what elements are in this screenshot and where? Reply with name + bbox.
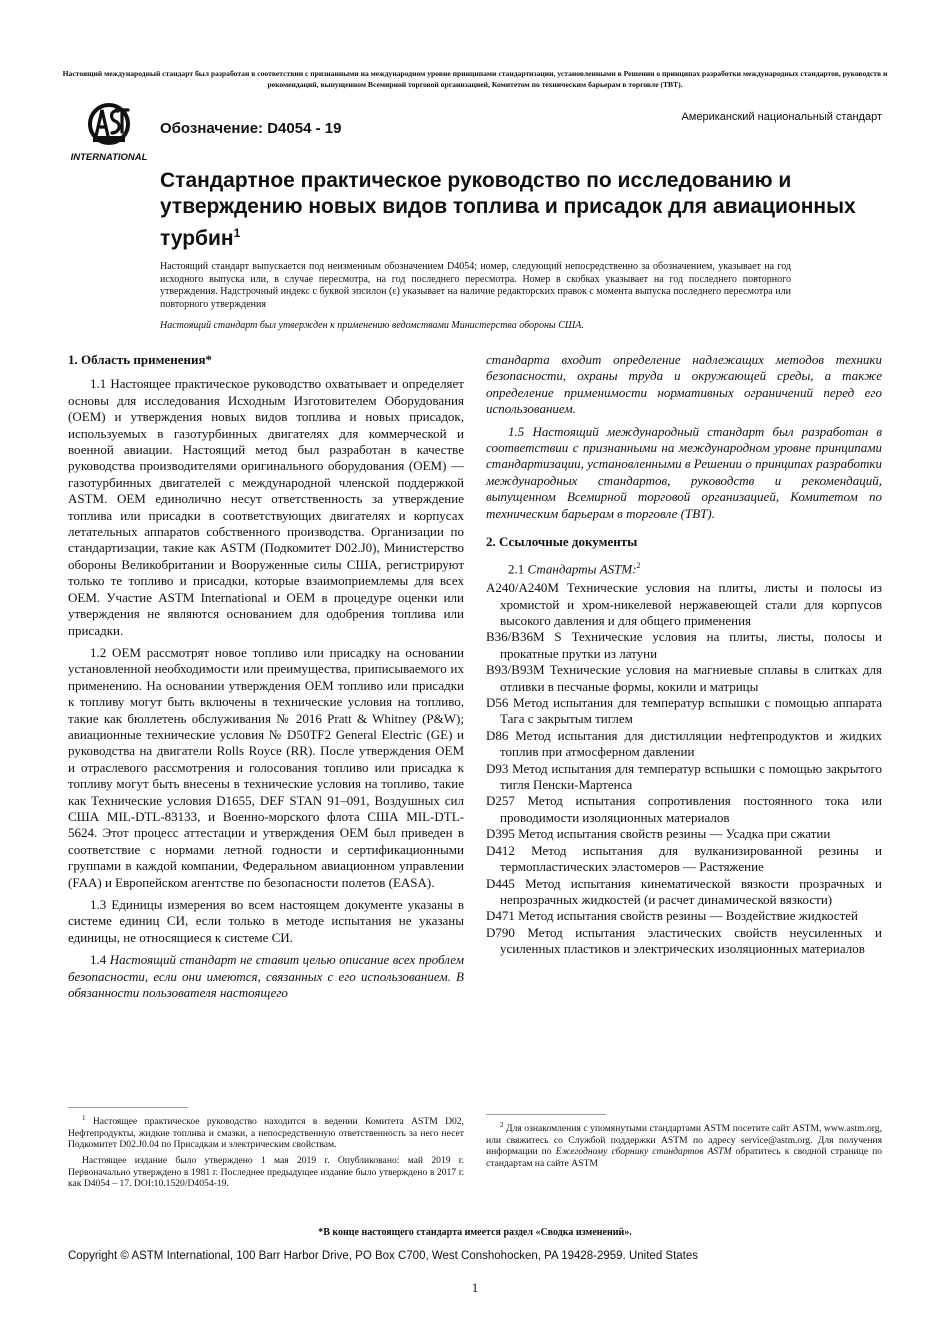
footnote-2-text-end: обратитесь к сводной странице по стандартам на сайте ASTM (486, 1146, 882, 1169)
subsection-number: 2.1 (508, 561, 525, 577)
reference-a240: A240/A240M Технические условия на плиты, листы и полосы из хромистой и хром-никелевой нержавеющей стали для корпусов высокого давления и для общего применения (486, 580, 882, 629)
footnote-2-book-title: Ежегодному сборнику стандартов ASTM (555, 1146, 732, 1158)
paragraph-1-4 (68, 952, 464, 1001)
paragraph-1-4-continued: стандарта входит определение надлежащих методов техники безопасности, охраны труда и окружающей среды, а также определение применимости нормативных ограничений перед его использованием. (486, 352, 882, 417)
international-standard-notice: Настоящий международный стандарт был разработан в соответствии с признанными на международном уровне принципами стандартизации, установленными в Решении о принципах разработки международных стандартов, руководств и рекомендаций, выпущенном Всемирной торговой организацией, Комитетом по техническим барьерам в торговле (ТВТ). (62, 69, 888, 89)
summary-of-changes-note: *В конце настоящего стандарта имеется раздел «Сводка изменений». (318, 1227, 632, 1238)
reference-d790: D790 Метод испытания эластических свойств неусиленных и усиленных пластиков и электрических изоляционных материалов (486, 924, 882, 957)
title-text: Стандартное практическое руководство по исследованию и утверждению новых видов топлива и присадок для авиационных турбин (160, 169, 856, 250)
paragraph-1-3: 1.3 Единицы измерения во всем настоящем документе указаны в системе единиц СИ, если только в методе испытания не указаны единицы, не относящиеся к системе СИ. (68, 897, 464, 945)
approval-note: Настоящий стандарт был утвержден к применению ведомствами Министерства обороны США. (160, 320, 584, 331)
reference-d86: D86 Метод испытания для дистилляции нефтепродуктов и жидких топлив при атмосферном давлении (486, 727, 882, 760)
footnote-2-text: Для ознакомления с упомянутыми стандартами ASTM посетите сайт ASTM, www.astm.org, или свяжитесь со Службой поддержки ASTM по адресу service@astm.org. Для получения информации по (486, 1123, 882, 1158)
footnote-2-ref[interactable]: 2 (636, 561, 641, 571)
footnotes-right (486, 1120, 882, 1174)
subsection-label: Стандарты ASTM: (527, 561, 637, 577)
reference-d395: D395 Метод испытания свойств резины — Усадка при сжатии (486, 826, 831, 842)
footnote-2-mark: 2 (500, 1121, 504, 1129)
copyright-line: Copyright © ASTM International, 100 Barr Harbor Drive, PO Box C700, West Conshohocken, PA 19428-2959. United States (68, 1250, 699, 1262)
left-column (68, 352, 464, 1007)
page-number: 1 (471, 1280, 479, 1295)
reference-b36: B36/B36M S Технические условия на плиты, листы, полосы и прокатные прутки из латуни (486, 629, 882, 661)
footnote-1-mark: 1 (82, 1114, 86, 1122)
section-2-heading: 2. Ссылочные документы (486, 534, 638, 550)
reference-d93: D93 Метод испытания для температур вспышки с помощью закрытого тигля Пенски-Мартенса (486, 760, 882, 793)
astm-logo (66, 102, 152, 166)
footnote-divider-right (486, 1114, 606, 1115)
document-title (160, 168, 860, 252)
standard-designation: Обозначение: D4054 - 19 (160, 120, 342, 137)
paragraph-1-4-text: Настоящий стандарт не ставит целью описание всех проблем безопасности, если они имеются, связанных с его использованием. В обязанности пользователя настоящего (68, 952, 464, 1001)
right-column (486, 352, 882, 958)
reference-b93: B93/B93M Технические условия на магниевые сплавы в слитках для отливки в песчаные формы, кокили и матрицы (486, 662, 882, 694)
reference-d471: D471 Метод испытания свойств резины — Воздействие жидкостей (486, 908, 858, 924)
footnotes-left (68, 1113, 464, 1194)
reference-d257: D257 Метод испытания сопротивления постоянного тока или проводимости изоляционных материалов (486, 793, 882, 825)
paragraph-1-1: 1.1 Настоящее практическое руководство охватывает и определяет основы для исследования Исходным Изготовителем Оборудования (OEM) и утверждения новых видов топлива и новых присадок, используемых в газотурбинных двигателях для коммерческой и военной авиации. Настоящий метод был разработан в качестве руководства производителями оригинального оборудования (OEM) — газотурбинных двигателей с международной членской поддержкой ASTM. OEM единолично несут ответственность за утверждение топлива или присадки в соответствующих двигателях и корпусах летательных аппаратов собственного производства. Организации по стандартизации, такие как ASTM (Подкомитет D02.J0), Министерство обороны Великобритании и Вооруженные силы США, регистрируют только те топливо и присадки, которые взаимоприемлемы для всех OEM. Участие ASTM International и OEM в процедуре оценки или утверждения не являются основанием для одобрения топлива или присадки. (68, 376, 464, 638)
paragraph-1-2: 1.2 OEM рассмотрят новое топливо или присадку на основании установленной необходимости или преимущества, приписываемого их применению. На основании утверждения OEM топливо или присадки к топливу могут быть включены в технические условия на топливо, такие как бюллетень обслуживания № 2016 Pratt & Whitney (P&W); авиационные технические условия № D50TF2 General Electric (GE) и руководства на двигатели Rolls Royce (RR). После утверждения OEM и отраслевого рассмотрения и голосования топливо или присадка к топливу могут быть внесены в технические условия на топливо, такие как Технические условия D1655, DEF STAN 91–091, Воздушных сил США MIL-DTL-83133, и Военно-морского флота США MIL-DTL-5624. Этот процесс аттестации и утверждения OEM был приведен в соответствие с нормами летной годности и сертификационными группами в каждой компании, Федеральном авиационном управлении (FAA) и Европейском агентстве по безопасности полетов (EASA). (68, 644, 464, 890)
national-standard-label: Американский национальный стандарт (681, 111, 882, 123)
logo-wordmark: INTERNATIONAL (70, 152, 148, 163)
paragraph-1-4-number: 1.4 (90, 952, 107, 968)
astm-standards-subheading (508, 558, 882, 578)
reference-d412: D412 Метод испытания для вулканизированной резины и термопластических эластомеров — Растяжение (486, 842, 882, 875)
paragraph-1-5: 1.5 Настоящий международный стандарт был разработан в соответствии с признанными на международном уровне принципами стандартизации, установленными в Решении о принципах разработки международных стандартов, руководств и рекомендаций, выпущенном Всемирной торговой организацией, Комитетом по техническим барьерам в торговле (TBT). (486, 423, 882, 521)
reference-d445: D445 Метод испытания кинематической вязкости прозрачных и непрозрачных жидкостей (и расчет динамической вязкости) (486, 875, 882, 907)
section-1-heading: 1. Область применения* (68, 352, 212, 367)
footnote-1-text: Настоящее практическое руководство находится в ведении Комитета ASTM D02, Нефтепродукты, жидкие топлива и смазки, а непосредственную ответственность за него несет Подкомитет D02.J0.04 по Присадкам и электрическим свойствам. (68, 1116, 464, 1151)
reference-d56: D56 Метод испытания для температур вспышки с помощью аппарата Тага с закрытым тиглем (486, 695, 882, 727)
title-footnote-mark[interactable]: 1 (233, 226, 241, 240)
issue-note: Настоящий стандарт выпускается под неизменным обозначением D4054; номер, следующий непосредственно за обозначением, указывает на год исходного выпуска или, в случае пересмотра, на год последнего пересмотра. Номер в скобках указывает на год последнего повторного утверждения. Надстрочный индекс с буквой эпсилон (ε) указывает на наличие редакторских правок с момента выпуска последнего пересмотра или повторного утверждения (160, 261, 791, 310)
footnote-1-edition: Настоящее издание было утверждено 1 мая 2019 г. Опубликовано: май 2019 г. Первоначально утверждено в 1981 г. Последнее предыдущее издание было утверждено в 2017 г. как D4054 – 17. DOI:10.1520/D4054-19. (68, 1154, 464, 1190)
footnote-divider-left (68, 1107, 188, 1108)
